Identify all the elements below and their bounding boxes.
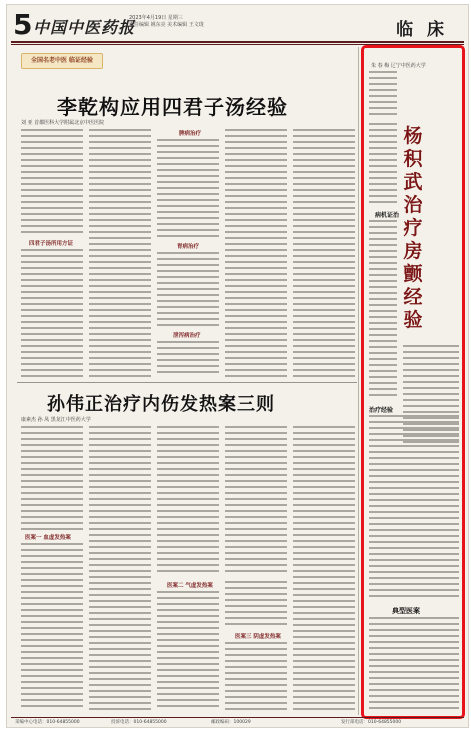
- article-1-body-col-3: [157, 139, 219, 239]
- article-1-byline: 刘 亚 首都医科大学附属北京中医医院: [21, 120, 105, 126]
- article-1-body-col-2: [89, 129, 151, 377]
- article-1-body-col-1: [21, 129, 83, 237]
- article-1-title: 李乾构应用四君子汤经验: [57, 95, 288, 119]
- article-1-body-col-3b: [157, 252, 219, 328]
- article-2-body-col-4: [225, 426, 287, 576]
- side-article-byline: 朱 春 梅 辽宁中医药大学: [371, 63, 426, 69]
- article-2-body-col-4c: [225, 642, 287, 711]
- newspaper-page: [6, 4, 469, 728]
- side-subhead-1: 病机证治: [375, 212, 400, 219]
- section-title: 临 床: [396, 20, 448, 40]
- case-section-title: 典型医案: [392, 607, 420, 615]
- side-title-char-6: 房: [403, 240, 423, 262]
- article-2-body-col-3b: [157, 591, 219, 711]
- side-title-char-2: 积: [403, 148, 423, 170]
- article-1-body-col-5: [293, 129, 355, 377]
- column-divider: [358, 47, 359, 715]
- footer-left: 采编中心电话：010-64855000: [15, 720, 80, 725]
- article-1-subhead-4: 泄泻病治疗: [173, 333, 201, 339]
- footer-right: 发行部电话：010-64855000: [341, 720, 402, 725]
- article-2-subhead-1: 医案一 血虚发热案: [25, 535, 71, 541]
- footer-middle-1: 投诉电话：010-64855000: [111, 720, 167, 725]
- article-2-body-col-2: [89, 426, 151, 711]
- article-2-byline: 康素杰 孙 凤 黑龙江中医药大学: [21, 417, 91, 423]
- side-title-char-5: 疗: [403, 217, 423, 239]
- page-number: 5: [13, 8, 33, 41]
- highlight-frame: [361, 45, 465, 719]
- article-divider: [17, 382, 357, 383]
- article-2-body-col-1b: [21, 543, 83, 711]
- column-banner: 全国名老中医 临证经验: [21, 53, 103, 69]
- article-2-body-col-1: [21, 426, 83, 530]
- publication-name: 中国中医药报: [33, 18, 136, 37]
- side-title-char-3: 武: [403, 171, 423, 193]
- article-1-subhead-1: 四君子汤所用方证: [29, 241, 74, 247]
- masthead: [7, 5, 468, 45]
- side-title-char-1: 杨: [403, 125, 423, 147]
- article-2-title: 孙伟正治疗内伤发热案三则: [47, 394, 275, 415]
- footer-middle-2: 邮政编码：100029: [211, 720, 251, 725]
- side-title-char-9: 验: [403, 309, 423, 331]
- article-1-subhead-2: 脾病治疗: [179, 131, 202, 137]
- page-footer: [11, 717, 464, 727]
- article-2-body-col-4b: [225, 581, 287, 627]
- article-2-body-col-5: [293, 426, 355, 711]
- side-subhead-2: 治疗经验: [369, 407, 394, 414]
- side-title-char-7: 颤: [403, 263, 423, 285]
- article-2-body-col-3: [157, 426, 219, 576]
- side-title-char-4: 治: [403, 194, 423, 216]
- side-title-char-8: 经: [403, 286, 423, 308]
- article-1-body-col-4: [225, 129, 287, 377]
- article-1-body-col-3c: [157, 341, 219, 377]
- article-1-body-col-1b: [21, 249, 83, 377]
- article-2-subhead-2: 医案二 气虚发热案: [167, 583, 213, 589]
- editor-credits: 责任编辑 姚东亮 美术编辑 王文珑: [129, 22, 204, 28]
- article-2-subhead-3: 医案三 阴虚发热案: [235, 634, 281, 640]
- masthead-rule: [11, 41, 464, 43]
- issue-date: 2023年4月19日 星期三: [129, 15, 183, 21]
- article-1-subhead-3: 胃病治疗: [177, 244, 200, 250]
- issue-meta: [129, 15, 204, 29]
